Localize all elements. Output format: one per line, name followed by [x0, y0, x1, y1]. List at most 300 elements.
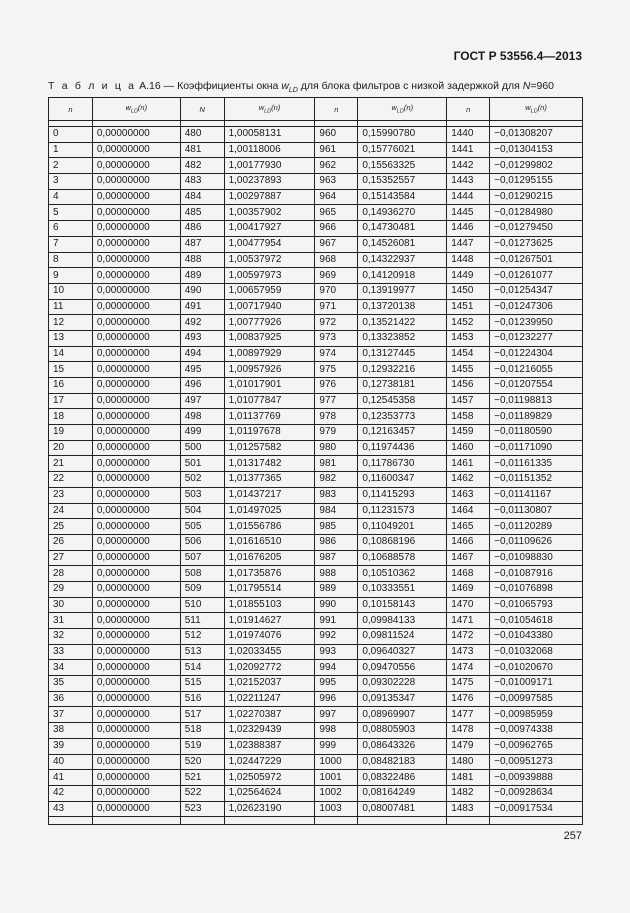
table-cell: 488: [180, 252, 224, 268]
table-cell: 0,13127445: [358, 346, 447, 362]
table-cell: 0,10510362: [358, 566, 447, 582]
table-cell: −0,01009171: [490, 676, 583, 692]
table-cell: −0,01043380: [490, 629, 583, 645]
table-cell: 522: [180, 785, 224, 801]
col-header-w: [358, 98, 447, 121]
table-cell: −0,00962765: [490, 738, 583, 754]
table-cell: 1,01017901: [224, 378, 315, 394]
table-cell: 0,08007481: [358, 801, 447, 817]
table-cell: 0,11415293: [358, 487, 447, 503]
table-cell: 1456: [447, 378, 490, 394]
table-cell: 984: [315, 503, 358, 519]
table-cell: 0,09470556: [358, 660, 447, 676]
table-row: [49, 581, 583, 597]
table-tail-row: [49, 817, 583, 825]
table-cell: 0,09302228: [358, 676, 447, 692]
table-cell: 0,00000000: [92, 189, 180, 205]
table-cell: −0,01299802: [490, 158, 583, 174]
table-row: [49, 346, 583, 362]
table-cell: 0,13720138: [358, 299, 447, 315]
table-cell: −0,01304153: [490, 142, 583, 158]
table-row: [49, 503, 583, 519]
table-cell: 1,01257582: [224, 440, 315, 456]
table-cell: 1,01437217: [224, 487, 315, 503]
table-cell: 1,01914627: [224, 613, 315, 629]
table-cell: 0,00000000: [92, 346, 180, 362]
table-cell: 1,02152037: [224, 676, 315, 692]
table-cell: 8: [49, 252, 93, 268]
table-cell: −0,01098830: [490, 550, 583, 566]
table-row: [49, 425, 583, 441]
table-cell: 963: [315, 174, 358, 190]
w-symbol: w: [258, 103, 265, 113]
table-cell: 19: [49, 425, 93, 441]
table-cell: 1,00837925: [224, 330, 315, 346]
table-cell: 1451: [447, 299, 490, 315]
table-cell: 1,01735876: [224, 566, 315, 582]
table-cell: 1461: [447, 456, 490, 472]
table-cell: 1473: [447, 644, 490, 660]
caption-rest: для блока фильтров с низкой задержкой для: [297, 80, 523, 92]
table-cell: 1458: [447, 409, 490, 425]
table-cell: −0,00917534: [490, 801, 583, 817]
table-cell: 511: [180, 613, 224, 629]
table-cell: 11: [49, 299, 93, 315]
table-cell: 994: [315, 660, 358, 676]
table-cell: 0,14936270: [358, 205, 447, 221]
table-cell: −0,01273625: [490, 236, 583, 252]
table-cell: 37: [49, 707, 93, 723]
table-cell: 1,00297887: [224, 189, 315, 205]
table-cell: 0,00000000: [92, 283, 180, 299]
table-cell: 1003: [315, 801, 358, 817]
table-cell: 20: [49, 440, 93, 456]
table-cell: 496: [180, 378, 224, 394]
table-cell: 509: [180, 581, 224, 597]
table-cell: −0,01151352: [490, 472, 583, 488]
table-cell: 40: [49, 754, 93, 770]
table-cell: 0,00000000: [92, 456, 180, 472]
table-cell: 16: [49, 378, 93, 394]
table-cell: 503: [180, 487, 224, 503]
table-cell: 30: [49, 597, 93, 613]
table-cell: 1,00597973: [224, 268, 315, 284]
table-cell: 1,02388387: [224, 738, 315, 754]
table-cell: 6: [49, 221, 93, 237]
table-cell: 1,02623190: [224, 801, 315, 817]
table-cell: 1,01676205: [224, 550, 315, 566]
table-cell: −0,01120289: [490, 519, 583, 535]
table-row: [49, 299, 583, 315]
table-cell: −0,00985959: [490, 707, 583, 723]
table-cell: −0,00997585: [490, 691, 583, 707]
table-row: [49, 456, 583, 472]
table-row: [49, 550, 583, 566]
table-cell: 1,01855103: [224, 597, 315, 613]
table-cell: −0,01232277: [490, 330, 583, 346]
table-cell: 992: [315, 629, 358, 645]
table-cell: 999: [315, 738, 358, 754]
col-header-n: n: [315, 98, 358, 121]
table-cell: 27: [49, 550, 93, 566]
table-cell: 1478: [447, 723, 490, 739]
table-cell: 0,00000000: [92, 519, 180, 535]
table-cell: 501: [180, 456, 224, 472]
table-cell: −0,01254347: [490, 283, 583, 299]
table-cell: 1475: [447, 676, 490, 692]
table-cell: 0,09135347: [358, 691, 447, 707]
table-cell: 1,01137769: [224, 409, 315, 425]
table-cell: 504: [180, 503, 224, 519]
table-cell: 1467: [447, 550, 490, 566]
table-cell: 1443: [447, 174, 490, 190]
table-cell: 981: [315, 456, 358, 472]
table-cell: 38: [49, 723, 93, 739]
table-cell: 482: [180, 158, 224, 174]
table-cell: 972: [315, 315, 358, 331]
table-cell: 1,01377365: [224, 472, 315, 488]
table-cell: 1476: [447, 691, 490, 707]
table-cell: 0,00000000: [92, 330, 180, 346]
table-cell: 1000: [315, 754, 358, 770]
table-cell: 0,00000000: [92, 440, 180, 456]
table-cell: 0,00000000: [92, 299, 180, 315]
table-cell: 1452: [447, 315, 490, 331]
table-row: [49, 378, 583, 394]
table-cell: 0,12353773: [358, 409, 447, 425]
table-cell: 0,11974436: [358, 440, 447, 456]
table-cell: 0,15990780: [358, 127, 447, 143]
table-cell: −0,01295155: [490, 174, 583, 190]
table-cell: 1444: [447, 189, 490, 205]
table-cell: 502: [180, 472, 224, 488]
table-cell: 1447: [447, 236, 490, 252]
table-row: [49, 158, 583, 174]
caption-symbol-sub: LD: [288, 87, 298, 95]
table-cell: −0,00974338: [490, 723, 583, 739]
table-cell: −0,01087916: [490, 566, 583, 582]
table-cell: 1,02564624: [224, 785, 315, 801]
col-header-w: [490, 98, 583, 121]
table-cell: 0,00000000: [92, 158, 180, 174]
table-cell: 10: [49, 283, 93, 299]
table-cell: 0,13521422: [358, 315, 447, 331]
table-cell: 989: [315, 581, 358, 597]
table-cell: −0,00951273: [490, 754, 583, 770]
table-cell: 964: [315, 189, 358, 205]
table-cell: 1,00118006: [224, 142, 315, 158]
table-cell: 33: [49, 644, 93, 660]
table-cell: −0,01224304: [490, 346, 583, 362]
table-row: [49, 174, 583, 190]
table-cell: −0,01180590: [490, 425, 583, 441]
table-cell: 1480: [447, 754, 490, 770]
table-cell: 1,00058131: [224, 127, 315, 143]
table-cell: 991: [315, 613, 358, 629]
table-cell: 1481: [447, 770, 490, 786]
table-cell: 1446: [447, 221, 490, 237]
table-cell: 0,00000000: [92, 487, 180, 503]
standard-header: ГОСТ Р 53556.4—2013: [453, 49, 582, 63]
table-row: [49, 723, 583, 739]
table-cell: 508: [180, 566, 224, 582]
table-cell: 0,09811524: [358, 629, 447, 645]
table-cell: 973: [315, 330, 358, 346]
table-cell: 0,09984133: [358, 613, 447, 629]
table-cell: 483: [180, 174, 224, 190]
table-cell: 1,00237893: [224, 174, 315, 190]
w-sub: LD: [264, 108, 272, 115]
table-cell: 960: [315, 127, 358, 143]
table-cell: 961: [315, 142, 358, 158]
table-cell: 1453: [447, 330, 490, 346]
table-cell: 1,00357902: [224, 205, 315, 221]
table-cell: 513: [180, 644, 224, 660]
table-cell: 507: [180, 550, 224, 566]
table-cell: 1462: [447, 472, 490, 488]
table-cell: 0,09640327: [358, 644, 447, 660]
table-cell: 21: [49, 456, 93, 472]
table-row: [49, 283, 583, 299]
table-cell: −0,01247306: [490, 299, 583, 315]
table-cell: 0,00000000: [92, 534, 180, 550]
table-row: [49, 707, 583, 723]
table-cell: 0,00000000: [92, 676, 180, 692]
table-cell: 41: [49, 770, 93, 786]
table-cell: 36: [49, 691, 93, 707]
table-cell: 1,02329439: [224, 723, 315, 739]
table-cell: 1,00177930: [224, 158, 315, 174]
table-cell: 1,02270387: [224, 707, 315, 723]
table-row: [49, 189, 583, 205]
table-cell: 0,00000000: [92, 315, 180, 331]
table-cell: 0,15143584: [358, 189, 447, 205]
table-cell: 0,00000000: [92, 127, 180, 143]
table-cell: 5: [49, 205, 93, 221]
table-cell: 489: [180, 268, 224, 284]
table-cell: 492: [180, 315, 224, 331]
table-cell: 0,10688578: [358, 550, 447, 566]
table-cell: 12: [49, 315, 93, 331]
table-cell: 1460: [447, 440, 490, 456]
table-row: [49, 362, 583, 378]
table-row: [49, 534, 583, 550]
table-cell: 1479: [447, 738, 490, 754]
table-cell: 1445: [447, 205, 490, 221]
table-cell: 1463: [447, 487, 490, 503]
table-cell: 0,14526081: [358, 236, 447, 252]
table-cell: 1,01317482: [224, 456, 315, 472]
table-cell: −0,00928634: [490, 785, 583, 801]
table-row: [49, 472, 583, 488]
table-row: [49, 519, 583, 535]
table-cell: 997: [315, 707, 358, 723]
table-row: [49, 127, 583, 143]
table-cell: 23: [49, 487, 93, 503]
col-header-w: [92, 98, 180, 121]
w-symbol: w: [125, 103, 131, 113]
table-row: [49, 252, 583, 268]
table-cell: 0,00000000: [92, 754, 180, 770]
table-row: [49, 676, 583, 692]
w-sub: LD: [396, 108, 404, 115]
table-cell: 987: [315, 550, 358, 566]
table-cell: 985: [315, 519, 358, 535]
table-row: [49, 330, 583, 346]
table-cell: 0,08482183: [358, 754, 447, 770]
table-row: [49, 236, 583, 252]
table-row: [49, 691, 583, 707]
table-cell: 968: [315, 252, 358, 268]
table-cell: −0,01189829: [490, 409, 583, 425]
table-cell: −0,00939888: [490, 770, 583, 786]
table-cell: 0,08969907: [358, 707, 447, 723]
table-cell: 1457: [447, 393, 490, 409]
table-cell: 0,11231573: [358, 503, 447, 519]
table-caption: [48, 80, 554, 94]
table-cell: 516: [180, 691, 224, 707]
table-cell: 0,10333551: [358, 581, 447, 597]
table-cell: 1442: [447, 158, 490, 174]
table-cell: 14: [49, 346, 93, 362]
table-cell: 1477: [447, 707, 490, 723]
table-cell: 9: [49, 268, 93, 284]
table-cell: 494: [180, 346, 224, 362]
table-cell: 0,00000000: [92, 691, 180, 707]
table-cell: 1,00417927: [224, 221, 315, 237]
table-cell: −0,01020670: [490, 660, 583, 676]
table-cell: 977: [315, 393, 358, 409]
table-cell: 0,14120918: [358, 268, 447, 284]
table-cell: 520: [180, 754, 224, 770]
table-row: [49, 409, 583, 425]
table-row: [49, 597, 583, 613]
table-cell: −0,01198813: [490, 393, 583, 409]
table-header-row: [49, 98, 583, 121]
table-cell: 1,00657959: [224, 283, 315, 299]
table-cell: 42: [49, 785, 93, 801]
table-cell: 0,10868196: [358, 534, 447, 550]
table-cell: 493: [180, 330, 224, 346]
table-cell: 0,00000000: [92, 770, 180, 786]
w-sub: LD: [130, 108, 138, 115]
w-symbol: w: [525, 103, 531, 113]
w-arg: (n): [271, 103, 281, 113]
table-cell: 1,00897929: [224, 346, 315, 362]
col-header-n: n: [447, 98, 490, 121]
table-cell: 1,00717940: [224, 299, 315, 315]
table-cell: 491: [180, 299, 224, 315]
table-cell: 0,00000000: [92, 205, 180, 221]
table-cell: 1440: [447, 127, 490, 143]
table-cell: −0,01261077: [490, 268, 583, 284]
table-cell: 974: [315, 346, 358, 362]
table-row: [49, 738, 583, 754]
table-cell: 0,00000000: [92, 550, 180, 566]
table-cell: 490: [180, 283, 224, 299]
table-cell: 990: [315, 597, 358, 613]
table-cell: 0,14730481: [358, 221, 447, 237]
table-cell: −0,01279450: [490, 221, 583, 237]
table-cell: 18: [49, 409, 93, 425]
table-cell: 484: [180, 189, 224, 205]
table-row: [49, 770, 583, 786]
table-cell: 1472: [447, 629, 490, 645]
table-cell: 0,15776021: [358, 142, 447, 158]
table-cell: 0,00000000: [92, 425, 180, 441]
table-cell: −0,01284980: [490, 205, 583, 221]
table-cell: 31: [49, 613, 93, 629]
table-cell: 0,11049201: [358, 519, 447, 535]
table-cell: 1468: [447, 566, 490, 582]
table-cell: −0,01239950: [490, 315, 583, 331]
table-row: [49, 487, 583, 503]
table-cell: 1,02211247: [224, 691, 315, 707]
table-cell: 1448: [447, 252, 490, 268]
table-cell: 0,12545358: [358, 393, 447, 409]
table-cell: 0,00000000: [92, 142, 180, 158]
table-cell: −0,01308207: [490, 127, 583, 143]
table-cell: 962: [315, 158, 358, 174]
table-cell: 1474: [447, 660, 490, 676]
table-cell: −0,01109626: [490, 534, 583, 550]
table-cell: 0,00000000: [92, 362, 180, 378]
table-cell: 1,01616510: [224, 534, 315, 550]
table-cell: 0,11786730: [358, 456, 447, 472]
table-cell: 0,00000000: [92, 613, 180, 629]
table-cell: 521: [180, 770, 224, 786]
table-cell: 29: [49, 581, 93, 597]
table-cell: 506: [180, 534, 224, 550]
table-cell: 43: [49, 801, 93, 817]
table-cell: 980: [315, 440, 358, 456]
table-cell: 1,00477954: [224, 236, 315, 252]
table-cell: 4: [49, 189, 93, 205]
table-cell: 1,00537972: [224, 252, 315, 268]
table-cell: 1,01077847: [224, 393, 315, 409]
table-row: [49, 315, 583, 331]
table-cell: 971: [315, 299, 358, 315]
caption-n-value: =960: [530, 80, 555, 92]
table-cell: 0,00000000: [92, 707, 180, 723]
table-cell: 0,00000000: [92, 472, 180, 488]
table-cell: 0,00000000: [92, 723, 180, 739]
table-row: [49, 393, 583, 409]
table-cell: 986: [315, 534, 358, 550]
table-cell: 988: [315, 566, 358, 582]
table-cell: 978: [315, 409, 358, 425]
table-cell: 3: [49, 174, 93, 190]
table-cell: 0,00000000: [92, 660, 180, 676]
table-cell: 0,00000000: [92, 566, 180, 582]
table-cell: 1,01974076: [224, 629, 315, 645]
table-cell: 976: [315, 378, 358, 394]
table-cell: 1483: [447, 801, 490, 817]
table-cell: 998: [315, 723, 358, 739]
table-cell: 0,08643326: [358, 738, 447, 754]
table-cell: 1001: [315, 770, 358, 786]
table-cell: 1470: [447, 597, 490, 613]
table-cell: 24: [49, 503, 93, 519]
table-cell: 1465: [447, 519, 490, 535]
table-cell: 0,15563325: [358, 158, 447, 174]
table-row: [49, 440, 583, 456]
table-cell: 1,01556786: [224, 519, 315, 535]
table-cell: 1454: [447, 346, 490, 362]
table-cell: 0,12738181: [358, 378, 447, 394]
table-row: [49, 613, 583, 629]
table-cell: −0,01054618: [490, 613, 583, 629]
